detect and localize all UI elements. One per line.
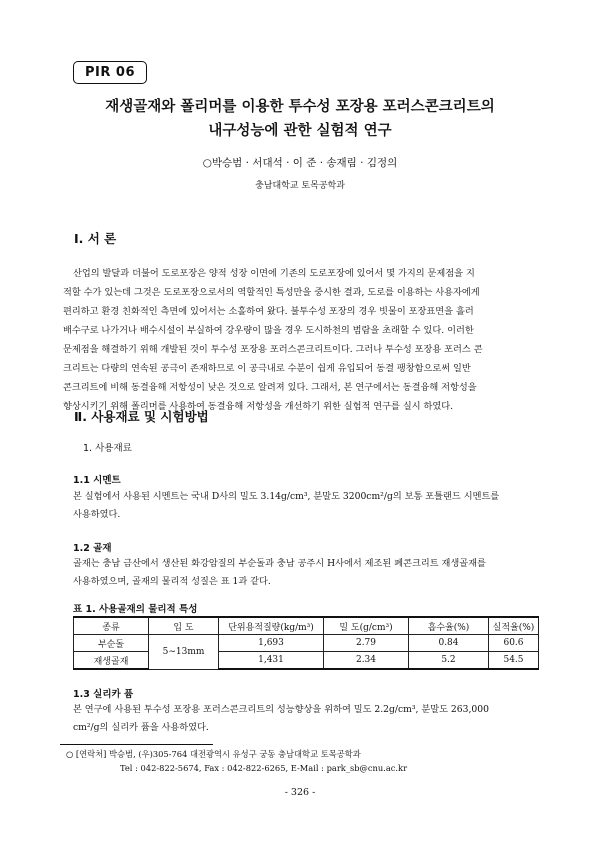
table-cell-type: 부순돌 xyxy=(74,635,149,652)
table-cell-density: 2.79 xyxy=(324,635,409,652)
table-cell-unit-mass: 1,431 xyxy=(219,652,324,670)
silica-line: 본 연구에 사용된 투수성 포장용 포러스콘크리트의 성능향상을 위하여 밀도 2.2g/cm³, 분말도 263,000 xyxy=(73,704,489,715)
intro-line: 문제점을 해결하기 위해 개발된 것이 투수성 포장용 포러스콘크리트이다. 그러나 투수성 포장용 포러스 콘 xyxy=(63,344,483,355)
cement-line: 본 실험에서 사용된 시멘트는 국내 D사의 밀도 3.14g/cm³, 분말도 3200cm²/g의 보통 포틀랜드 시멘트를 xyxy=(73,491,500,502)
table-cell-solid-ratio: 60.6 xyxy=(489,635,539,652)
intro-line: 산업의 발달과 더불어 도로포장은 양적 성장 이면에 기존의 도로포장에 있어서 몇 가지의 문제점을 지 xyxy=(73,268,475,279)
intro-line: 배수구로 나가거나 배수시설이 부실하여 강우량이 많을 경우 도시하천의 범람을 초래할 수 있다. 이러한 xyxy=(63,325,474,336)
table-header-cell: 실적율(%) xyxy=(489,617,539,635)
section-1-heading: Ⅰ. 서 론 xyxy=(74,231,117,246)
aggregate-heading: 1.2 골재 xyxy=(73,543,112,554)
cement-heading: 1.1 시멘트 xyxy=(73,475,121,486)
title-line-1: 재생골재와 폴리머를 이용한 투수성 포장용 포러스콘크리트의 xyxy=(105,99,495,115)
table-cell-unit-mass: 1,693 xyxy=(219,635,324,652)
table-header-cell: 흡수율(%) xyxy=(409,617,489,635)
table-header-row xyxy=(74,617,539,635)
contact-footnote-line-1: ○ [연락처] 박승범, (우)305-764 대전광역시 유성구 궁동 충남대학교 토목공학과 xyxy=(66,749,361,759)
intro-line: 적할 수가 있는데 그것은 도로포장으로서의 역할적인 특성만을 중시한 결과, 도로를 이용하는 사용자에게 xyxy=(63,287,480,298)
table-cell-absorption: 5.2 xyxy=(409,652,489,670)
table-1-caption: 표 1. 사용골재의 물리적 특성 xyxy=(73,604,198,615)
aggregate-line: 골재는 충남 금산에서 생산된 화강암질의 부순돌과 충남 공주시 H사에서 제조된 폐콘크리트 재생골재를 xyxy=(73,558,486,569)
section-2-heading: Ⅱ. 사용재료 및 시험방법 xyxy=(74,409,209,424)
table-cell-absorption: 0.84 xyxy=(409,635,489,652)
introduction-paragraph xyxy=(63,264,538,416)
silica-fume-paragraph xyxy=(73,701,538,737)
footnote-divider xyxy=(60,744,213,745)
table-header-cell: 단위용적질량(kg/m³) xyxy=(219,617,324,635)
table-header-cell: 밀 도(g/cm³) xyxy=(324,617,409,635)
table-cell-size: 5∼13mm xyxy=(149,635,219,670)
paper-code-badge: PIR 06 xyxy=(73,61,147,84)
intro-line: 편리하고 환경 친화적인 측면에 있어서는 소홀하여 왔다. 불투수성 포장의 경우 빗물이 포장표면을 흘러 xyxy=(63,306,474,317)
title-line-2: 내구성능에 관한 실험적 연구 xyxy=(208,123,392,139)
table-cell-density: 2.34 xyxy=(324,652,409,670)
silica-line: cm²/g의 실리카 퓸을 사용하였다. xyxy=(73,722,209,733)
cement-paragraph xyxy=(73,488,538,524)
table-row xyxy=(74,652,539,670)
intro-line: 향상시키기 위해 폴리머를 사용하여 동결융해 저항성을 개선하기 위한 실험적 연구를 실시 하였다. xyxy=(63,401,454,412)
aggregate-line: 사용하였으며, 골재의 물리적 성질은 표 1과 같다. xyxy=(73,576,271,587)
intro-line: 콘크리트에 비해 동결융해 저항성이 낮은 것으로 알려져 있다. 그래서, 본 연구에서는 동결융해 저항성을 xyxy=(63,382,477,393)
table-header-cell: 입 도 xyxy=(149,617,219,635)
page-number: - 326 - xyxy=(284,787,316,798)
subsection-materials-heading: 1. 사용재료 xyxy=(83,443,132,454)
contact-footnote-line-2: Tel : 042-822-5674, Fax : 042-822-6265, E-Mail : park_sb@cnu.ac.kr xyxy=(120,763,408,773)
aggregate-paragraph xyxy=(73,555,538,591)
intro-line: 크리트는 다량의 연속된 공극이 존재하므로 이 공극내로 수분이 쉽게 유입되어 동결 팽창함으로써 일반 xyxy=(63,363,471,374)
table-header-cell: 종류 xyxy=(74,617,149,635)
aggregate-properties-table xyxy=(73,616,539,670)
silica-fume-heading: 1.3 실리카 퓸 xyxy=(73,689,134,700)
table-cell-solid-ratio: 54.5 xyxy=(489,652,539,670)
authors: ○박승범 · 서대석 · 이 준 · 송재림 · 김정의 xyxy=(202,157,398,169)
cement-line: 사용하였다. xyxy=(73,509,121,520)
affiliation: 충남대학교 토목공학과 xyxy=(255,181,345,191)
table-row xyxy=(74,635,539,652)
table-cell-type: 재생골재 xyxy=(74,652,149,670)
